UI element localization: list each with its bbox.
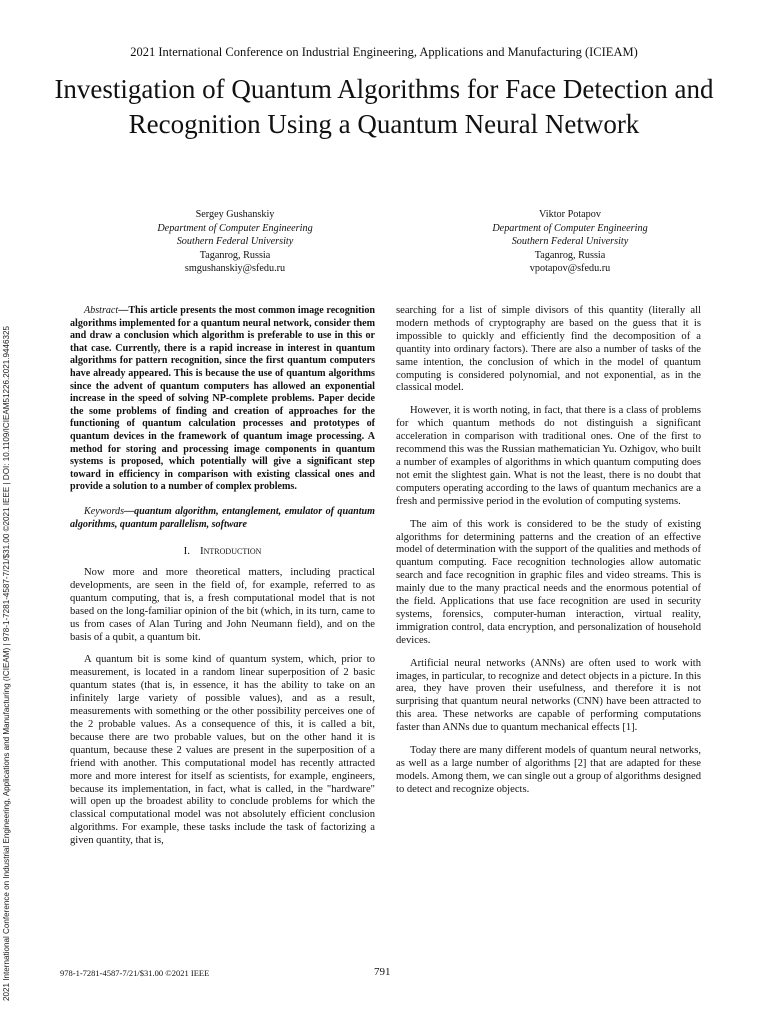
keywords <box>70 506 375 531</box>
doi-sidebar: 2021 International Conference on Industrial Engineering, Applications and Manufacturing (ICIEAM) | 978-1-7281-4587-7/21/$31.00 ©2021 IEEE | DOI: 10.1109/ICIEAM51226.2021.9446325 <box>2 325 11 1001</box>
left-column <box>70 305 375 858</box>
body-paragraph: However, it is worth noting, in fact, that there is a class of problems for which quantum methods do not distinguish a significant acceleration in comparison with traditional ones. One of the first to recommend this was the Russian mathematician Yu. Ozhigov, who built a number of examples of algorithms in which quantum computing does not emit the slightest gain. What is not the least, there is no doubt that computers operating according to the laws of quantum mechanics are a fresh and permissive period in the evolution of computing systems. <box>396 405 701 507</box>
section-number: I. <box>183 545 190 558</box>
author-department: Department of Computer Engineering <box>157 222 313 234</box>
body-paragraph: Today there are many different models of quantum neural networks, as well as a large number of algorithms [2] that are adapted for these models. Among them, we can single out a group of algorithms designed to detect and recognize objects. <box>396 745 701 795</box>
paper-title: Investigation of Quantum Algorithms for Face Detection and Recognition Using a Quantum Neural Network <box>54 74 714 139</box>
author-university: Southern Federal University <box>511 236 629 247</box>
author-location: Taganrog, Russia <box>199 249 271 261</box>
body-paragraph: A quantum bit is some kind of quantum system, which, prior to measurement, is located in a random linear superposition of 2 basic quantum states (that is, in essence, it has the ability to take on an infinitely large variety of possible values), and as a result, measurements with something or the other possibility perceives one of the 2 probable values. As a consequence of this, it is called a bit, because there are two probable values, but on the other hand it is quantum, because these 2 values are present in the superposition of a friend with another. This computational model has recently attracted more and more interest for itself as scientists, for example, engineers, because its implementation, in fact, what is called, in the "hardware" will open up the broadest ability to conclude problems for which the classical computational model was not absolutely efficient conclusion algorithms. For example, these tasks include the task of factorizing a given quantity, that is, <box>70 654 375 847</box>
section-heading-introduction <box>70 545 375 558</box>
copyright-footer: 978-1-7281-4587-7/21/$31.00 ©2021 IEEE <box>60 968 210 978</box>
body-paragraph: searching for a list of simple divisors of this quantity (literally all modern methods of cryptography are based on the guess that it is impossible to quickly and efficiently find the decomposition of a quantity into ordinary factors). There are also a number of tasks of the same intention, the conclusion of which in the model of quantum computing is considered polynomial, and not exponential, as in the classical model. <box>396 305 701 394</box>
author-name: Viktor Potapov <box>539 209 601 220</box>
author-university: Southern Federal University <box>176 236 294 247</box>
author-department: Department of Computer Engineering <box>492 222 648 234</box>
keywords-label: Keywords <box>84 505 125 517</box>
body-paragraph: Artificial neural networks (ANNs) are often used to work with images, in particular, to recognize and detect objects in a picture. In this area, they have proven their usefulness, and therefore it is not surprising that quantum neural networks (CNN) have been attracted to this area. These networks are capable of performing computations faster than ANNs due to quantum mechanical effects [1]. <box>396 657 701 734</box>
abstract <box>70 305 375 494</box>
author-email: vpotapov@sfedu.ru <box>529 263 611 274</box>
abstract-text: —This article presents the most common image recognition algorithms implemented for a quantum neural network, consider them and draw a conclusion which algorithm is preferable to use in this or that case. Currently, there is a rapid increase in interest in quantum algorithms for pattern recognition, since the first quantum computers have already appeared. This is because the use of quantum algorithms since the advent of quantum computers has allowed an exponential increase in the speed of solving NP-complete problems. Paper decide the some problems of finding and creation of approaches for the functioning of quantum calculation processes and prototypes of quantum devices in the framework of quantum image processing. A method for storing and processing image components in quantum systems is proposed, which potentially will give a significant step toward in efficiency in comparison with existing classical ones and provide a solution to a number of complex problems. <box>70 305 375 493</box>
page-number: 791 <box>374 966 391 978</box>
author-email: smgushanskiy@sfedu.ru <box>184 263 286 274</box>
body-paragraph: Now more and more theoretical matters, including practical developments, are seen in the field of, for example, referred to as quantum computing, that is, a fresh computational model that is not based on the long-familiar opinion of the bit (which, in its turn, came to us from cases of Alan Turing and John Neumann field), and on the basis of a qubit, a quantum bit. <box>70 567 375 643</box>
author-location: Taganrog, Russia <box>534 249 606 261</box>
keywords-text: —quantum algorithm, entanglement, emulator of quantum algorithms, quantum parallelism, software <box>70 505 375 530</box>
body-paragraph: The aim of this work is considered to be the study of existing algorithms for determining patterns and the creation of an effective model of determination with the support of the qualities and methods of quantum computing. Face recognition technologies allow automatic search and face recognition in graphic files and video streams. This is mainly due to the many practical needs and the enormous potential of the field. Applications that use face recognition are used in security systems, forensics, computer-human interaction, virtual reality, immigration control, data encryption, and personalization of household devices. <box>396 518 701 646</box>
conference-header: 2021 International Conference on Industrial Engineering, Applications and Manufacturing (ICIEAM) <box>130 45 638 59</box>
abstract-label: Abstract <box>84 305 119 316</box>
section-name: Introduction <box>199 545 262 558</box>
right-column <box>396 305 701 807</box>
author-block-1 <box>85 208 385 276</box>
author-name: Sergey Gushanskiy <box>195 209 275 220</box>
author-block-2 <box>420 208 720 276</box>
